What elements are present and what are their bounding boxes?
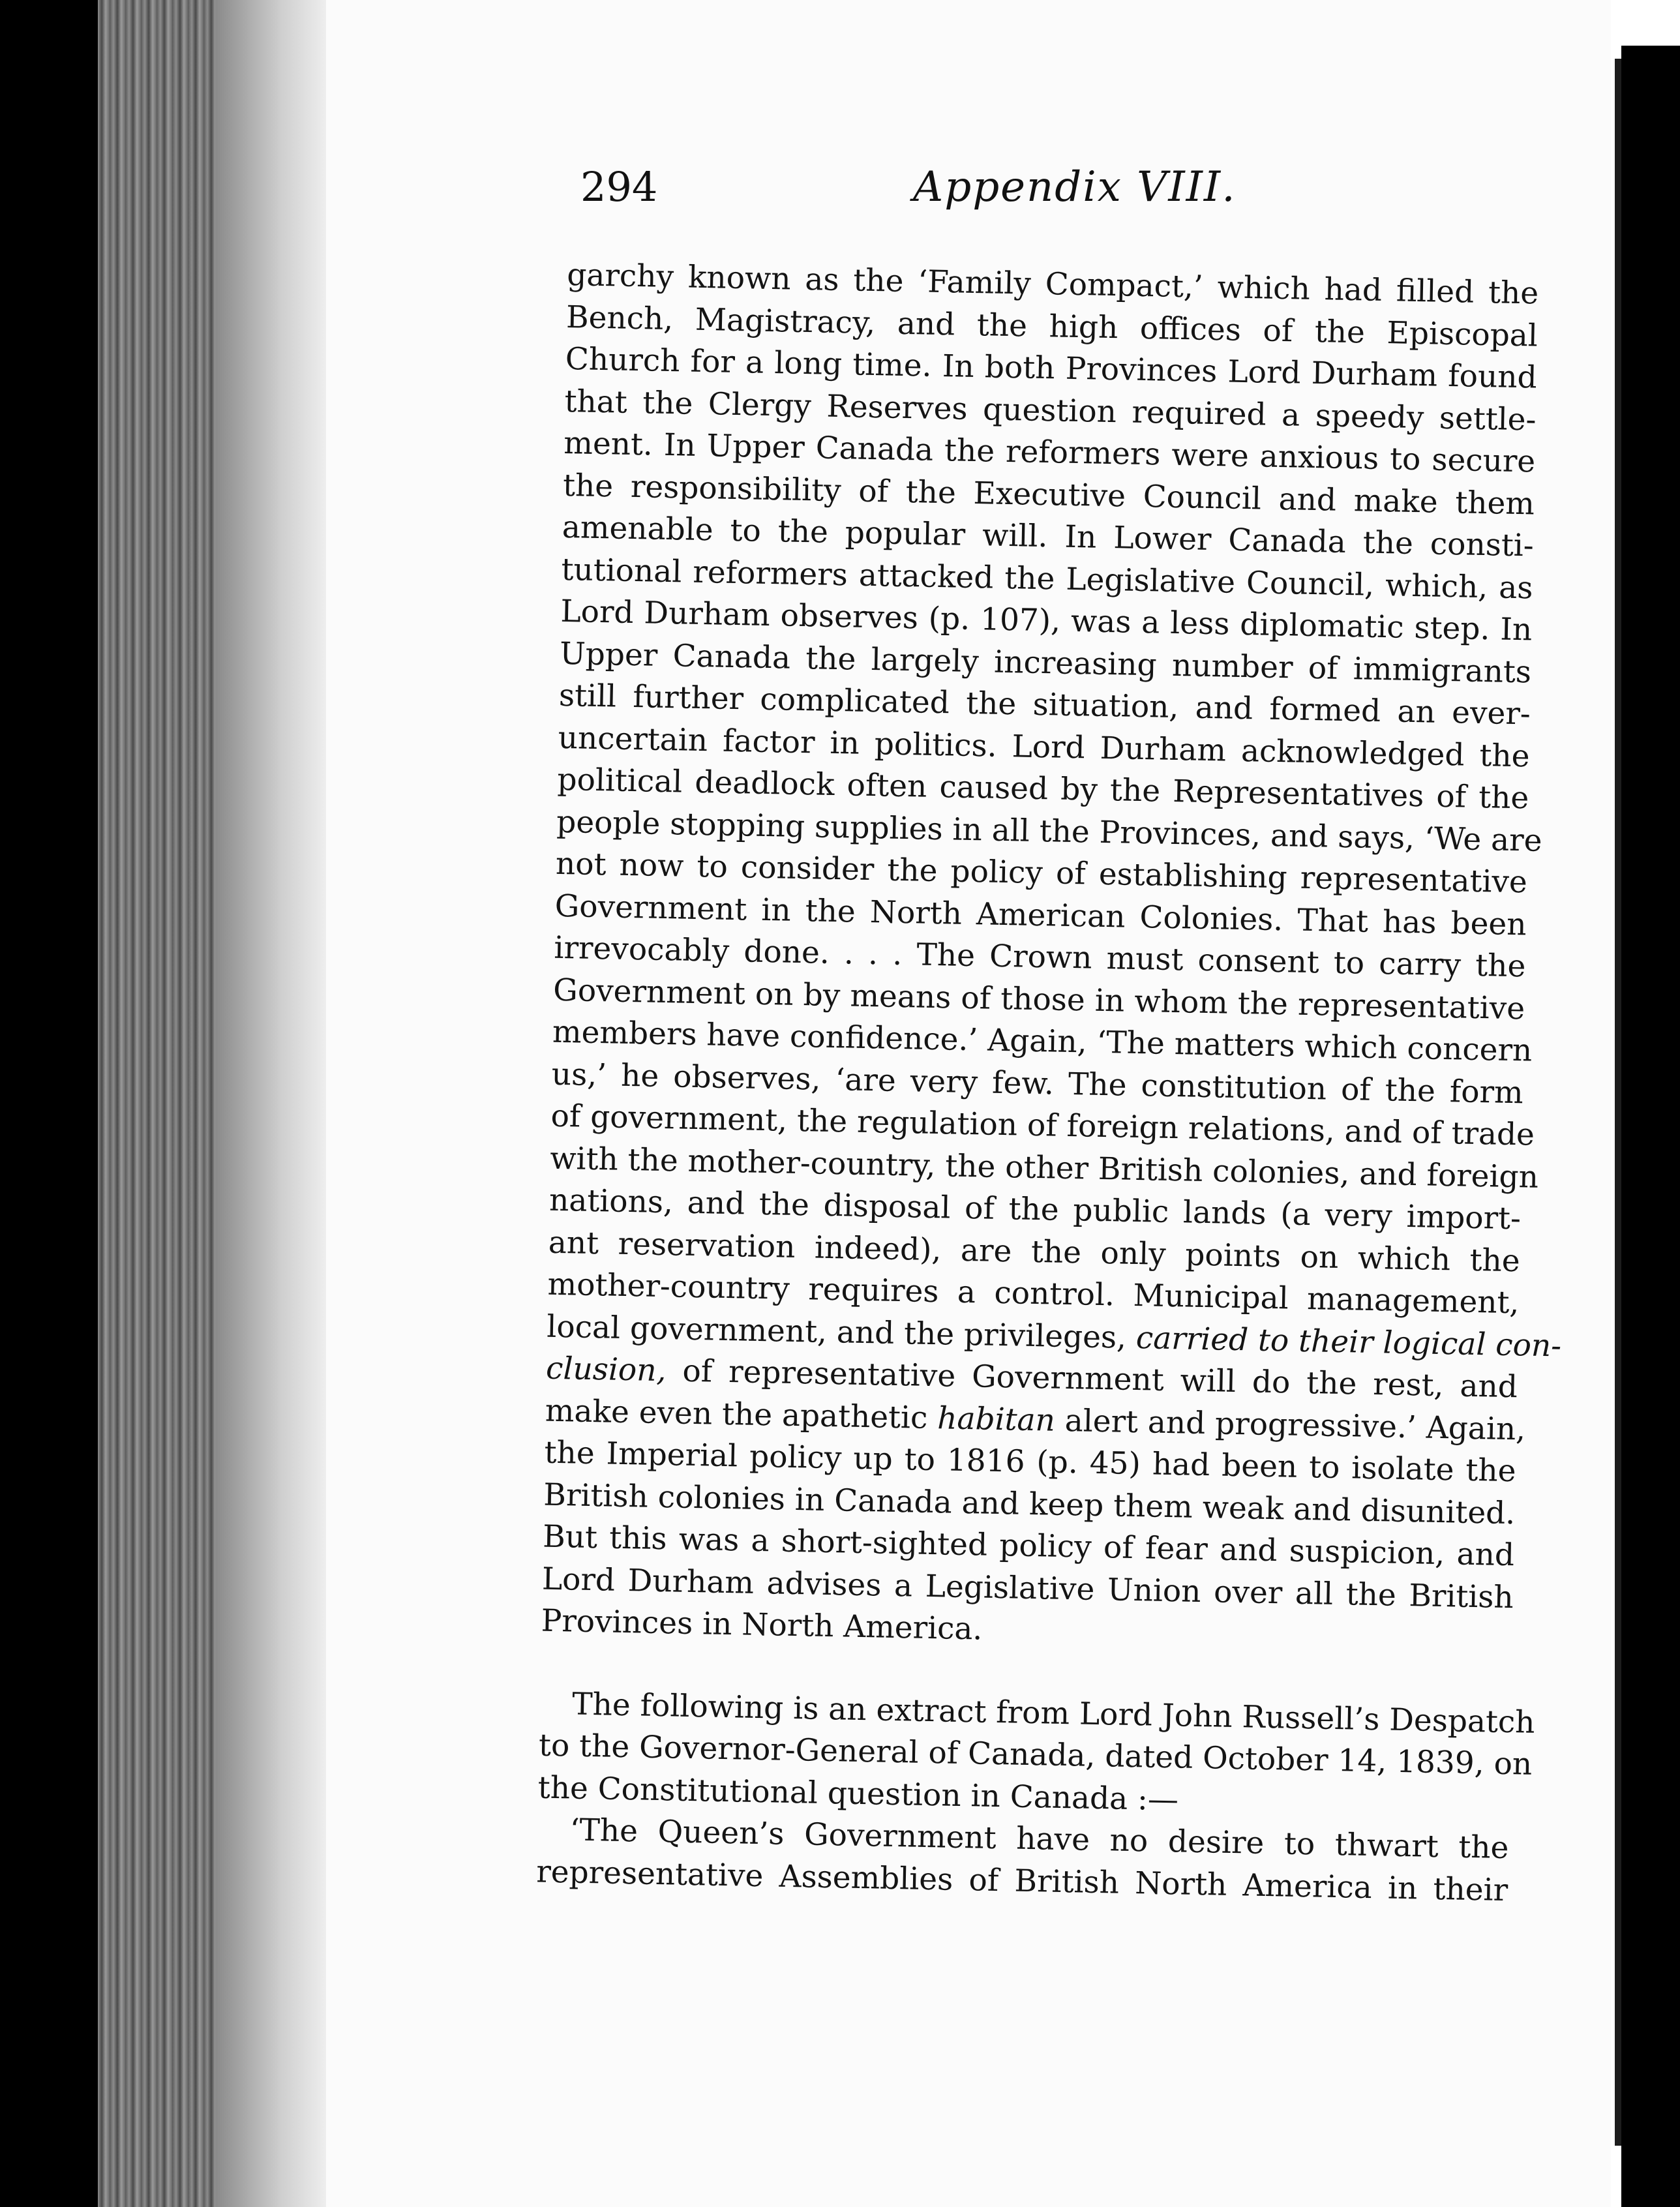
text-line: Upper Canada the largely increasing number of immigrants [559,635,1532,690]
text-line: British colonies in Canada and keep them weak and disunited. [543,1477,1516,1531]
page-number: 294 [580,163,658,211]
running-head: Appendix VIII. [913,163,1237,211]
text-line: people stopping supplies in all the Provinces, and says, ‘We are [556,803,1542,859]
page-gutter-shadow [215,0,326,2207]
text-line: Provinces in North America. [541,1602,983,1647]
text-line: ment. In Upper Canada the reformers were anxious to secure [563,425,1536,480]
text-line: political deadlock often caused by the Representatives of the [557,761,1529,817]
text-line: mother-country requires a control. Municipal management, [547,1266,1520,1321]
italic-run: carried to their logical con- [1135,1319,1562,1364]
text-line: not now to consider the policy of establishing representative [555,845,1528,901]
text-line: Lord Durham advises a Legislative Union over all the British [541,1561,1514,1615]
text-line: Church for a long time. In both Provinces Lord Durham found [565,340,1538,396]
text-line: the Imperial policy up to 1816 (p. 45) had been to isolate the [544,1434,1516,1490]
text-line: Bench, Magistracy, and the high offices of the Episcopal [565,299,1538,354]
text-run: alert and progressive.’ Again, [1064,1402,1526,1448]
text-line: irrevocably done. . . . The Crown must consent to carry the [554,929,1526,985]
text-line: the responsibility of the Executive Council and make them [562,467,1535,522]
text-run: local government, and the privileges, [546,1308,1127,1356]
paragraph-2 [537,1683,1536,1827]
paragraph-1 [541,254,1562,1661]
text-run: make even the apathetic [545,1392,928,1436]
italic-run: clusion, [545,1350,667,1389]
scan-border-right [1621,46,1680,2207]
text-line: that the Clergy Reserves question required a speedy settle- [564,383,1537,438]
text-line: still further complicated the situation, and formed an ever- [558,677,1531,732]
text-run: of representative Government will do the rest, and [682,1353,1518,1405]
body-text [535,254,1562,1912]
text-line: Government in the North American Colonies. That has been [554,888,1527,942]
text-line: members have confidence.’ Again, ‘The matters which concern [552,1013,1533,1069]
text-line: tutional reformers attacked the Legislative Council, which, as [561,551,1533,607]
text-line: But this was a short-sighted policy of fear and suspicion, and [542,1518,1515,1574]
text-line: us,’ he observes, ‘are very few. The constitution of the form [551,1056,1524,1111]
text-line: Lord Durham observes (p. 107), was a less diplomatic step. In [560,593,1533,648]
text-line: The following is an extract from Lord John Russell’s Despatch [571,1686,1536,1741]
text-line: of government, the regulation of foreign relations, and of trade [550,1098,1535,1153]
text-line: with the mother-country, the other British colonies, and foreign [549,1140,1539,1195]
text-line: to the Governor-General of Canada, dated October 14, 1839, on [538,1727,1533,1782]
text-line: ant reservation indeed), are the only points on which the [548,1224,1521,1279]
text-line: amenable to the popular will. In Lower Canada the consti- [562,509,1535,564]
text-line: uncertain factor in politics. Lord Durham acknowledged the [558,719,1531,774]
text-line: garchy known as the ‘Family Compact,’ which had filled the [566,256,1539,312]
scan-border-left [0,0,98,2207]
italic-run: habitan [937,1400,1056,1439]
text-line: representative Assemblies of British North America in their [535,1854,1508,1908]
text-line: Government on by means of those in whom the representative [552,972,1525,1027]
text-line: nations, and the disposal of the public lands (a very import- [548,1182,1522,1237]
text-line: the Constitutional question in Canada :— [537,1769,1179,1818]
text-line: ‘The Queen’s Government have no desire to thwart the [569,1812,1509,1867]
page-header [580,163,1533,222]
